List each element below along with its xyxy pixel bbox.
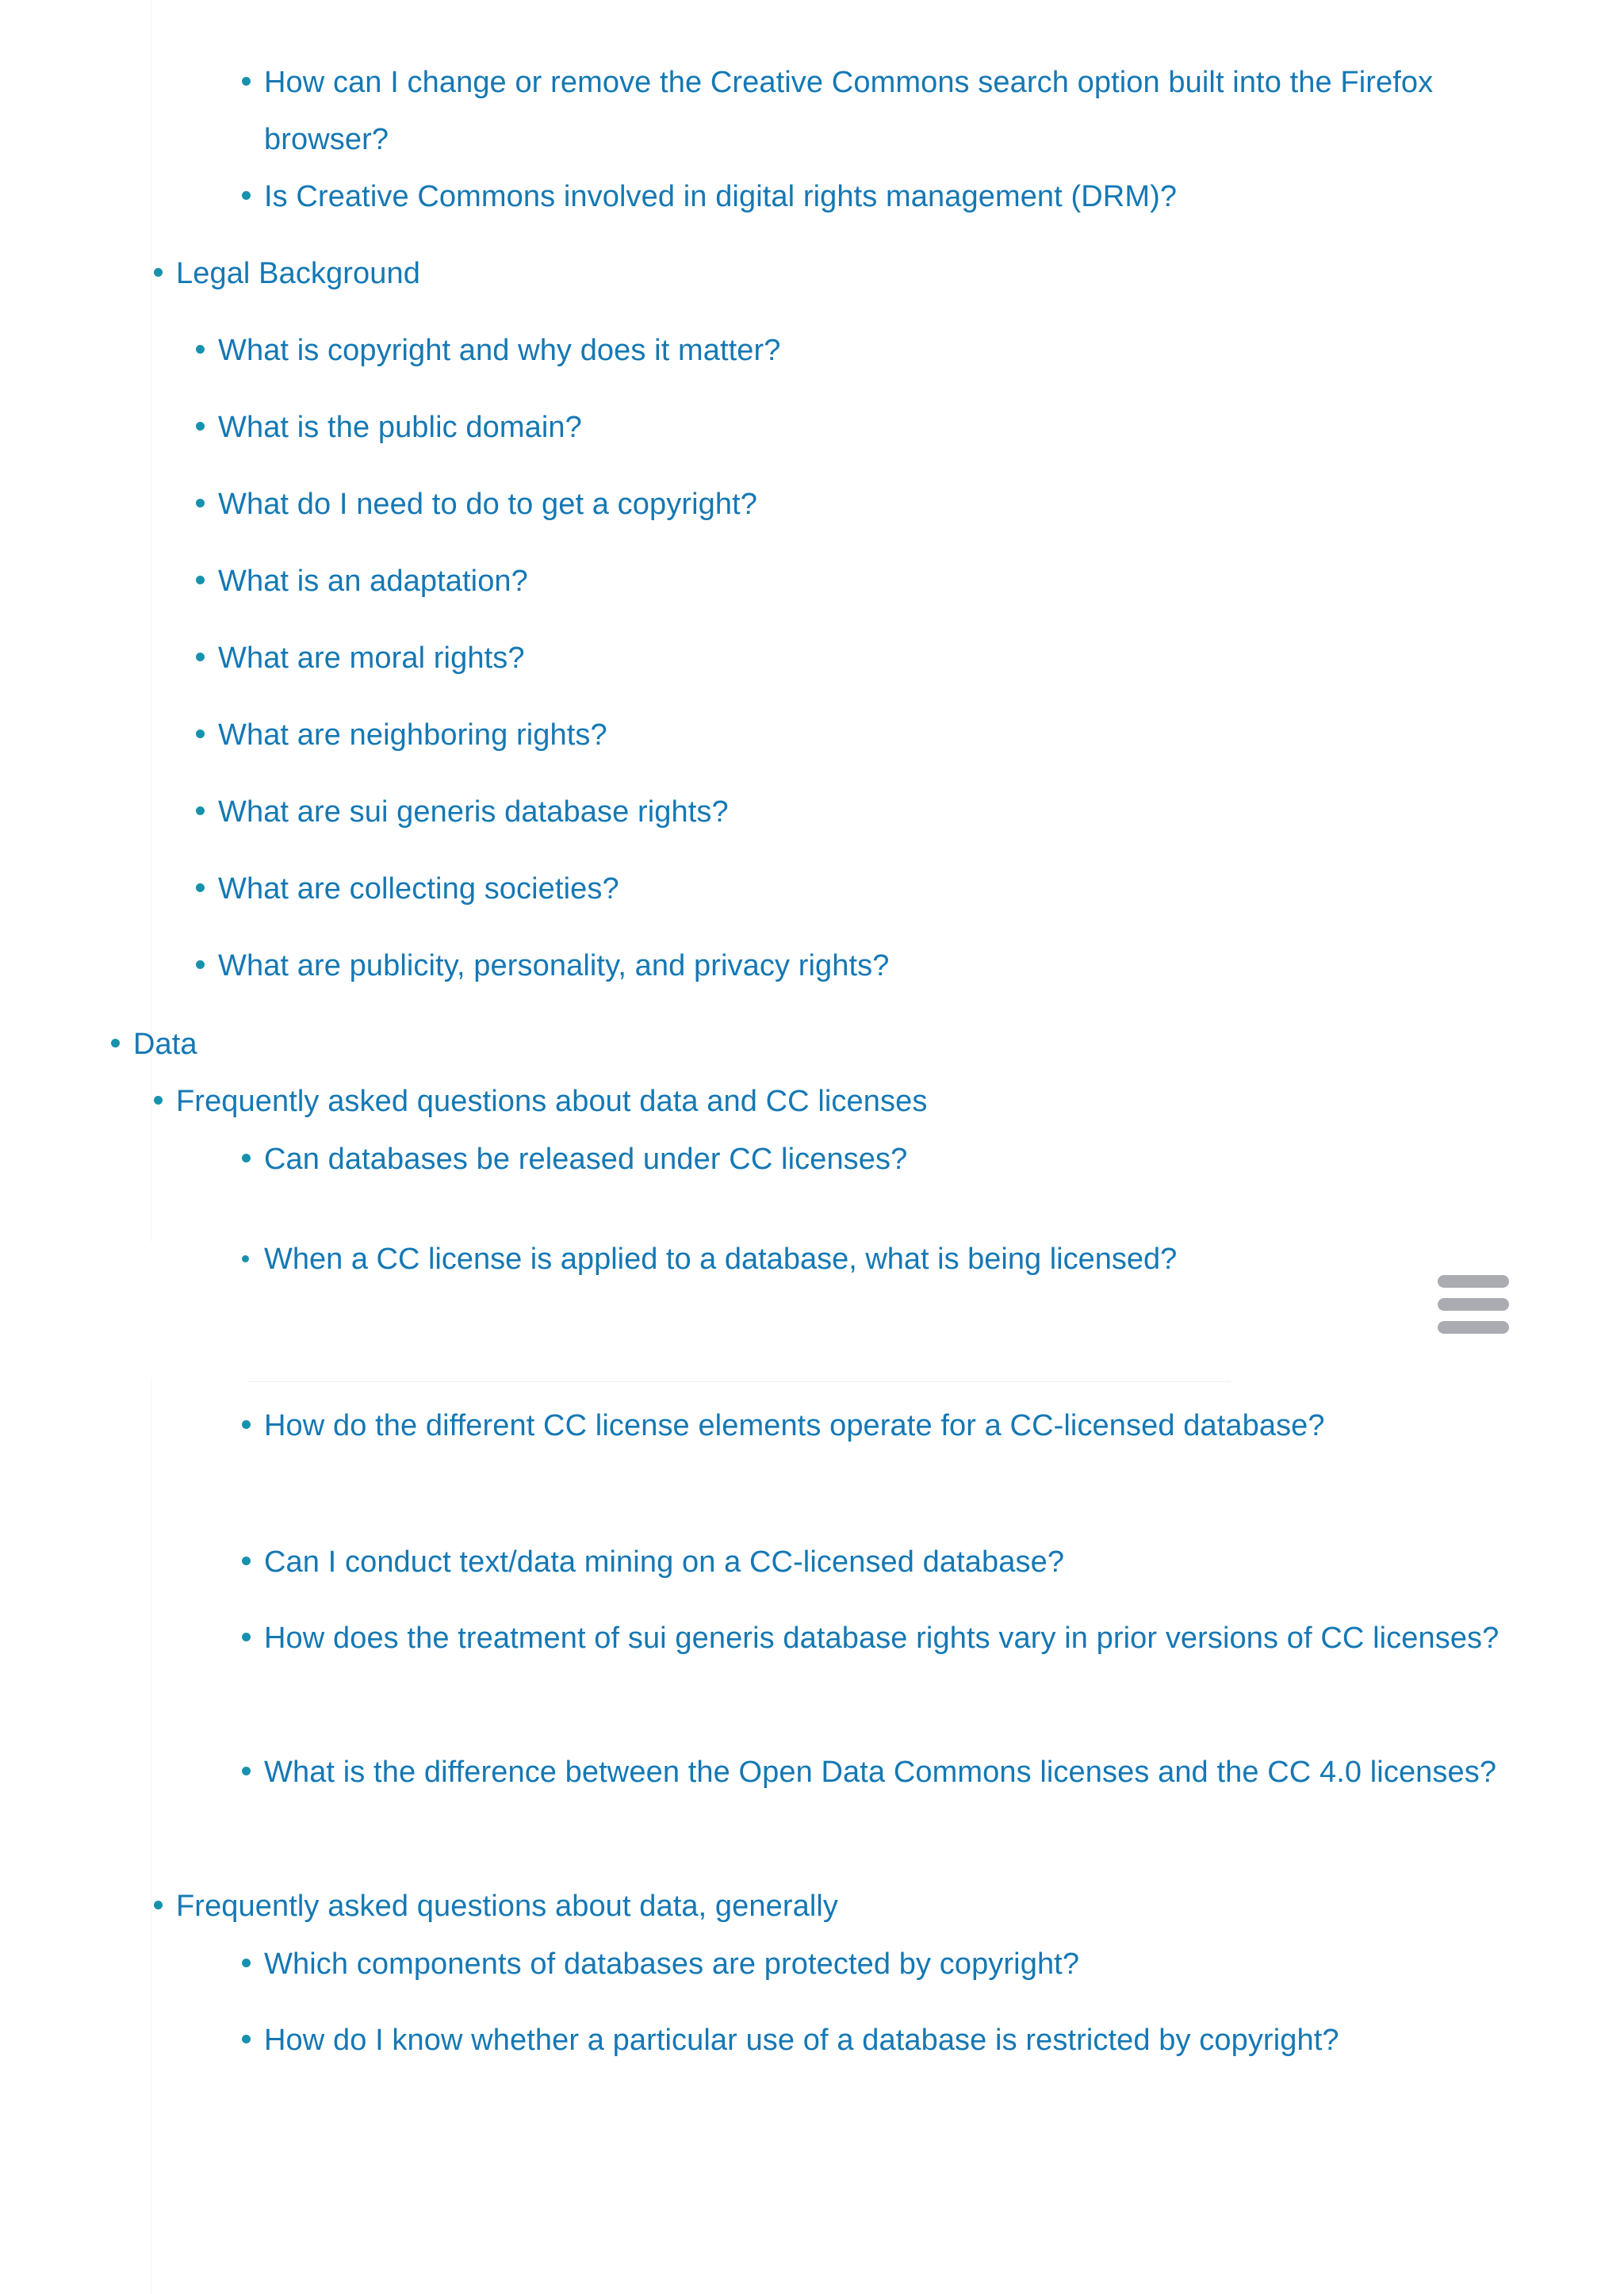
toc-link[interactable] [218,553,1526,610]
toc-link-label: Data [133,1028,197,1061]
toc-section-link[interactable] [176,1073,1524,1130]
toc-link-label: What are collecting societies? [218,872,619,906]
toc-link[interactable] [264,1534,1533,1591]
page-break-divider [247,1381,1231,1382]
toc-link[interactable] [264,1744,1533,1801]
toc-link-label: Can I conduct text/data mining on a CC-licensed database? [264,1545,1065,1579]
toc-link-label: How can I change or remove the Creative Commons search option built into the Firefox browser? [264,66,1442,156]
page-break-clip-band [0,1242,1624,1378]
list-bullet-icon [242,1959,251,1967]
list-bullet-icon [242,1154,251,1162]
list-bullet-icon [242,191,251,200]
toc-link[interactable] [218,783,1526,841]
list-bullet-icon [154,1901,163,1909]
toc-link[interactable] [264,1397,1533,1454]
list-bullet-icon [242,2035,251,2043]
hamburger-bar-top [1438,1275,1509,1288]
toc-link-label: How does the treatment of sui generis database rights vary in prior versions of CC licenses? [264,1622,1500,1655]
toc-link[interactable] [264,1131,1533,1188]
toc-link[interactable] [264,1610,1533,1667]
toc-link-label: How do the different CC license elements operate for a CC-licensed database? [264,1409,1325,1442]
list-bullet-icon [242,1255,249,1262]
toc-link[interactable] [218,860,1526,917]
toc-link-label: What are sui generis database rights? [218,795,729,829]
list-bullet-icon [154,1096,163,1105]
toc-link[interactable] [218,937,1526,994]
toc-link-label: What is copyright and why does it matter? [218,334,781,367]
list-bullet-icon [196,653,205,661]
list-bullet-icon [196,422,205,431]
toc-link-label: What are moral rights? [218,641,525,675]
toc-link-label: What are publicity, personality, and privacy rights? [218,949,890,982]
toc-link-label: What is the difference between the Open Data Commons licenses and the CC 4.0 licenses? [264,1756,1497,1789]
toc-link-label: When a CC license is applied to a database, what is being licensed? [264,1243,1178,1276]
list-bullet-icon [196,806,205,815]
toc-link-label: Is Creative Commons involved in digital rights management (DRM)? [264,180,1178,213]
toc-link-label: What is the public domain? [218,411,582,444]
list-bullet-icon [242,77,251,86]
list-bullet-icon [111,1039,120,1047]
toc-link[interactable] [264,168,1533,225]
toc-link-label: What is an adaptation? [218,565,528,598]
hamburger-bar-bottom [1438,1321,1509,1334]
toc-link[interactable] [218,399,1526,456]
toc-link-label: Can databases be released under CC licenses? [264,1143,908,1176]
toc-link-label: Frequently asked questions about data, generally [176,1890,839,1923]
toc-link[interactable] [218,630,1526,687]
toc-link[interactable] [218,707,1526,764]
toc-link[interactable] [264,2012,1533,2069]
toc-link[interactable] [264,54,1533,168]
toc-link[interactable] [218,322,1526,379]
toc-top-section-link[interactable] [133,1016,1521,1073]
toc-link[interactable] [264,1936,1533,1993]
toc-link-label: What do I need to do to get a copyright? [218,488,758,521]
toc-link-label: How do I know whether a particular use of a database is restricted by copyright? [264,2024,1339,2057]
list-bullet-icon [242,1767,251,1775]
list-bullet-icon [196,883,205,892]
list-bullet-icon [196,730,205,738]
toc-link-clipped[interactable] [264,1242,1177,1288]
toc-link-label: What are neighboring rights? [218,718,607,752]
list-bullet-icon [196,345,205,354]
hamburger-bar-middle [1438,1298,1509,1311]
toc-link-label: Frequently asked questions about data and CC licenses [176,1085,928,1118]
list-bullet-icon [242,1633,251,1641]
list-bullet-icon [196,576,205,584]
list-bullet-icon [242,1557,251,1565]
list-bullet-icon [196,960,205,969]
toc-link-label: Legal Background [176,257,420,290]
toc-link[interactable] [218,476,1526,533]
list-bullet-icon [196,499,205,507]
toc-section-link[interactable] [176,1878,1524,1935]
toc-section-link[interactable] [176,245,1524,302]
hamburger-menu-icon[interactable] [1438,1275,1509,1337]
toc-link-label: Which components of databases are protected by copyright? [264,1947,1080,1981]
list-bullet-icon [154,268,163,277]
list-bullet-icon [242,1420,251,1429]
